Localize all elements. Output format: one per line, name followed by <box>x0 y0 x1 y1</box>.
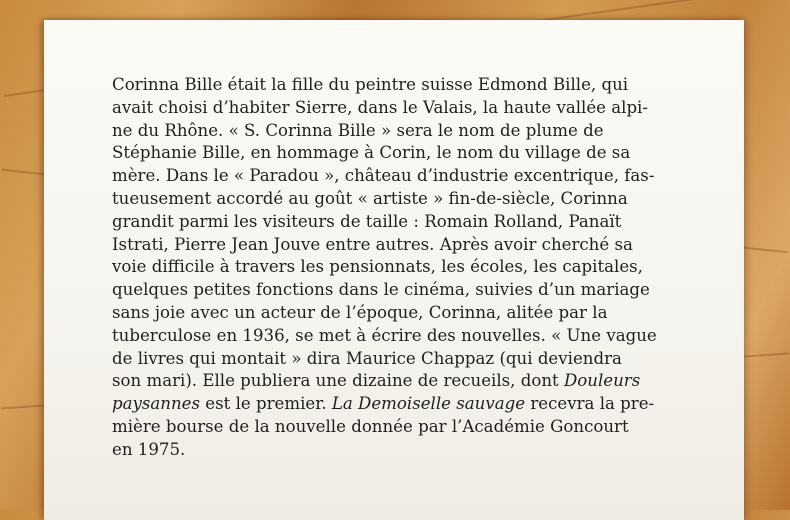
passage-line-5: mère. Dans le « Paradou », château d’industrie excentrique, fas- <box>112 166 655 186</box>
passage-line-3: ne du Rhône. « S. Corinna Bille » sera le nom de plume de <box>112 120 604 140</box>
passage-line-11: sans joie avec un acteur de l’époque, Corinna, alitée par la <box>112 302 608 322</box>
passage-line-8: Istrati, Pierre Jean Jouve entre autres. Après avoir cherché sa <box>112 234 633 254</box>
passage-line-9: voie difficile à travers les pensionnats, les écoles, les capitales, <box>112 257 643 277</box>
passage-line-15-text-a: est le premier. <box>200 394 332 414</box>
passage-line-10: quelques petites fonctions dans le cinéma, suivies d’un mariage <box>112 280 650 300</box>
passage-line-14 <box>112 370 641 393</box>
book-passage <box>112 74 657 462</box>
book-title-paysannes: paysannes <box>112 394 201 414</box>
book-title-demoiselle-sauvage: La Demoiselle sauvage <box>331 394 526 414</box>
passage-line-14-text: son mari). Elle publiera une dizaine de recueils, dont <box>112 371 559 391</box>
book-title-douleurs: Douleurs <box>563 371 641 391</box>
passage-line-7: grandit parmi les visiteurs de taille : Romain Rolland, Panaït <box>112 211 622 231</box>
passage-line-2: avait choisi d’habiter Sierre, dans le Valais, la haute vallée alpi- <box>112 97 648 117</box>
passage-line-4: Stéphanie Bille, en hommage à Corin, le nom du village de sa <box>112 143 631 163</box>
passage-line-13: de livres qui montait » dira Maurice Chappaz (qui deviendra <box>112 348 622 368</box>
passage-line-16: mière bourse de la nouvelle donnée par l’Académie Goncourt <box>112 416 629 436</box>
passage-line-15-text-b: recevra la pre- <box>525 394 655 414</box>
passage-line-15 <box>112 393 655 416</box>
passage-line-1: Corinna Bille était la fille du peintre suisse Edmond Bille, qui <box>112 75 629 94</box>
passage-line-17: en 1975. <box>112 439 186 459</box>
passage-line-12: tuberculose en 1936, se met à écrire des nouvelles. « Une vague <box>112 325 657 345</box>
passage-line-6: tueusement accordé au goût « artiste » fin-de-siècle, Corinna <box>112 188 628 208</box>
